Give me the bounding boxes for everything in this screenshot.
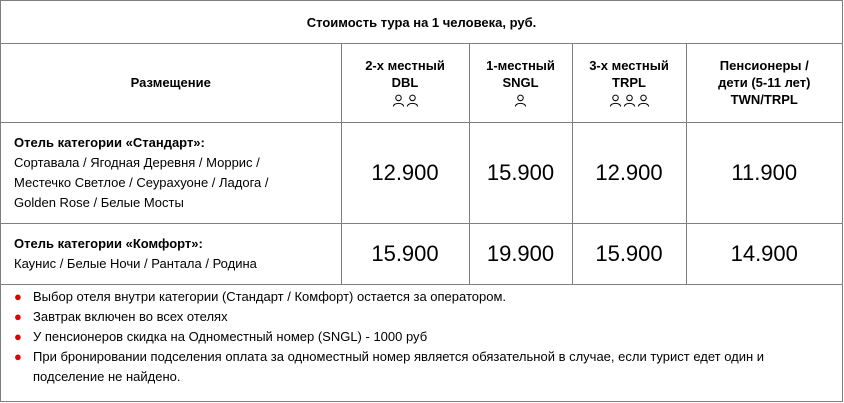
notes-list — [1, 287, 842, 387]
hotel-cell-comfort — [1, 223, 341, 284]
header-sngl — [469, 43, 572, 122]
list-item — [1, 307, 842, 327]
header-pens-line3: TWN/TRPL — [730, 91, 798, 107]
header-sngl-line1: 1-местный — [486, 58, 555, 74]
header-row — [1, 43, 842, 122]
bullet-icon: ● — [14, 309, 22, 324]
three-persons-icon — [573, 94, 686, 107]
one-person-icon — [470, 94, 572, 107]
bullet-icon: ● — [14, 329, 22, 344]
bullet-icon: ● — [14, 289, 22, 304]
header-pens-line2: дети (5-11 лет) — [718, 74, 811, 90]
category-standard: Отель категории «Стандарт»: — [14, 134, 205, 150]
header-dbl-line1: 2-х местный — [365, 58, 445, 74]
two-persons-icon — [342, 94, 469, 107]
header-trpl-line1: 3-х местный — [589, 58, 669, 74]
header-trpl-line2: TRPL — [612, 75, 646, 91]
hotel-line: Сортавала / Ягодная Деревня / Моррис / — [14, 154, 260, 170]
category-comfort: Отель категории «Комфорт»: — [14, 235, 203, 251]
header-placement: Размещение — [1, 43, 341, 122]
list-item — [1, 287, 842, 307]
list-item — [1, 327, 842, 347]
note-text: У пенсионеров скидка на Одноместный номер (SNGL) - 1000 руб — [33, 329, 428, 344]
price-standard-pensioners: 11.900 — [686, 122, 842, 223]
header-dbl — [341, 43, 469, 122]
header-pens-line1: Пенсионеры / — [719, 57, 809, 73]
header-trpl — [572, 43, 686, 122]
price-comfort-dbl: 15.900 — [341, 223, 469, 284]
price-standard-sngl: 15.900 — [469, 122, 572, 223]
hotel-line: Каунис / Белые Ночи / Рантала / Родина — [14, 255, 257, 271]
table-row-standard — [1, 122, 842, 223]
price-comfort-trpl: 15.900 — [572, 223, 686, 284]
hotel-cell-standard — [1, 122, 341, 223]
note-text: Завтрак включен во всех отелях — [33, 309, 228, 324]
table-title: Стоимость тура на 1 человека, руб. — [1, 1, 842, 44]
price-table — [1, 43, 842, 285]
hotel-line: Местечко Светлое / Сеурахуоне / Ладога / — [14, 174, 269, 190]
hotel-line: Golden Rose / Белые Мосты — [14, 194, 184, 210]
header-sngl-line2: SNGL — [502, 75, 539, 91]
note-text: При бронировании подселения оплата за одноместный номер является обязательной в случае, если турист едет один и подселение не найдено. — [33, 349, 765, 384]
note-text: Выбор отеля внутри категории (Стандарт / Комфорт) остается за оператором. — [33, 289, 507, 304]
price-standard-trpl: 12.900 — [572, 122, 686, 223]
header-dbl-line2: DBL — [391, 75, 419, 91]
table-row-comfort — [1, 223, 842, 284]
price-comfort-pensioners: 14.900 — [686, 223, 842, 284]
header-pensioners — [686, 43, 842, 122]
list-item — [1, 347, 842, 387]
price-comfort-sngl: 19.900 — [469, 223, 572, 284]
bullet-icon: ● — [14, 349, 22, 364]
price-standard-dbl: 12.900 — [341, 122, 469, 223]
